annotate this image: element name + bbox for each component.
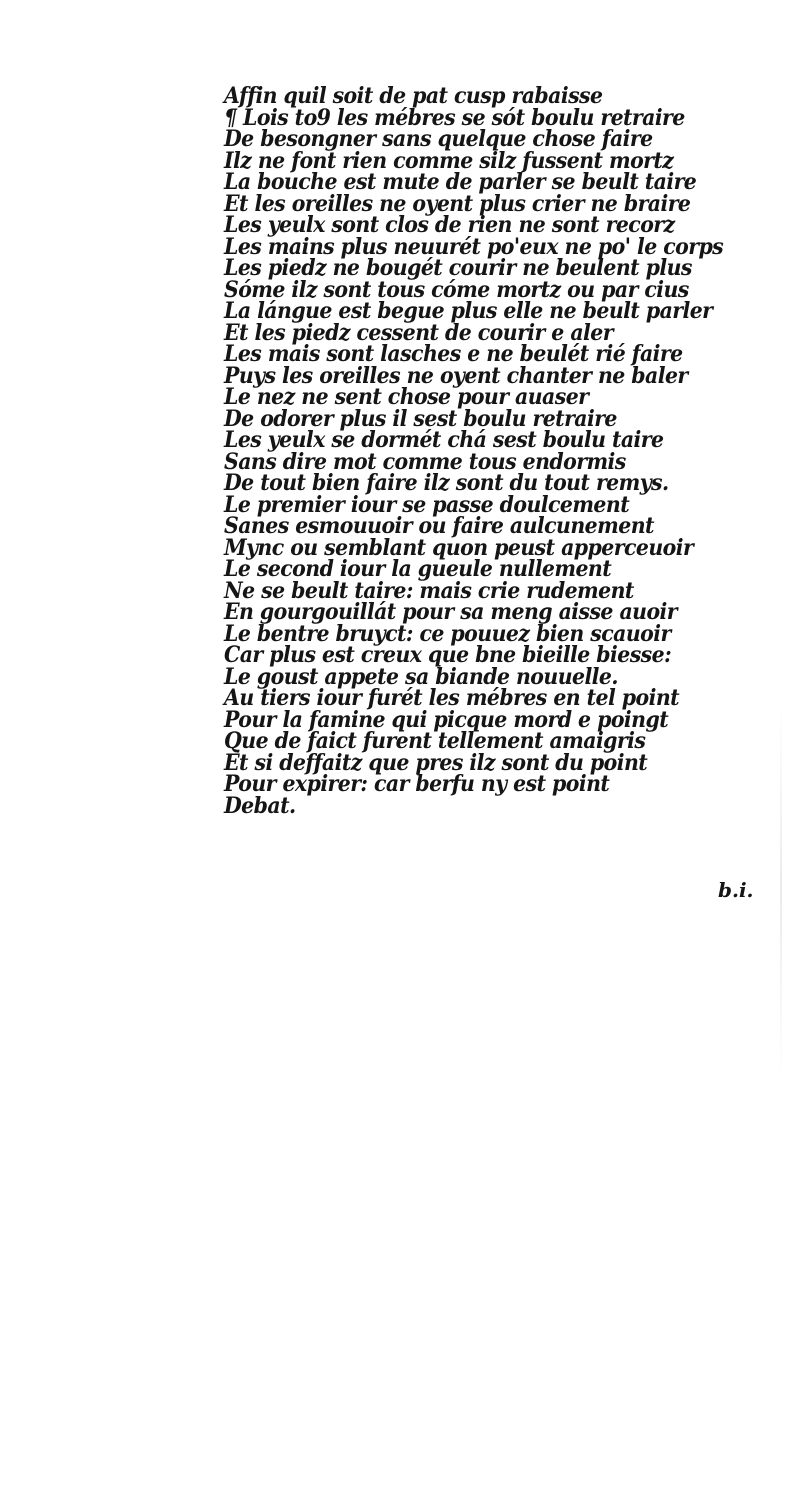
text-line: Car plus est creux que bne bieille biesse: [224, 642, 672, 668]
text-line: Les yeulx sont clos de rien ne sont recorz [224, 212, 675, 238]
text-line: De tout bien faire ilz sont du tout remys. [224, 470, 669, 496]
text-line: Sanes esmouuoir ou faire aulcunement [224, 513, 654, 539]
text-line: Le bentre bruyct: ce pouuez bien scauoir [224, 620, 671, 647]
text-line: Sans dire mot comme tous endormis [224, 448, 626, 475]
text-line: La lángue est begue plus elle ne beult parler [224, 298, 713, 324]
text-line: Les piedz ne bougét courir ne beulent plus [224, 255, 692, 281]
text-line: Le second iour la gueule nullement [224, 556, 612, 582]
text-line: Les yeulx se dormét chá sest boulu taire [224, 427, 664, 453]
text-line: Et les piedz cessent de courir e aler [224, 319, 613, 346]
text-line: Pour la famine qui picque mord e poingt [224, 706, 669, 733]
text-line: Sóme ilz sont tous cóme mortz ou par cius [224, 276, 689, 303]
text-line: Les mais sont lasches e ne beulét rié faire [224, 341, 683, 367]
text-line: Mync ou semblant quon peust apperceuoir [224, 534, 694, 561]
text-line: Ilz ne font rien comme silz fussent mortz [224, 147, 674, 174]
text-line: En gourgouillát pour sa meng aisse auoir [224, 599, 677, 625]
text-line: Et les oreilles ne oyent plus crier ne braire [224, 190, 691, 217]
text-line: ¶ Lois to9 les mébres se sót boulu retraire [224, 104, 685, 131]
text-line: Pour expirer: car berfu ny est point [224, 771, 610, 797]
text-line: Puys les oreilles ne oyent chanter ne baler [224, 362, 688, 389]
poem-text [224, 83, 744, 819]
text-line: Que de faict furent tellement amaigris [224, 728, 646, 754]
text-line: De besongner sans quelque chose faire [224, 126, 653, 152]
text-line: Debat. [224, 792, 296, 819]
text-line: Le nez ne sent chose pour auaser [224, 384, 589, 410]
text-line: De odorer plus il sest boulu retraire [224, 405, 617, 432]
text-line: Les mains plus neuurét po'eux ne po' le corps [224, 233, 724, 260]
text-line: Au tiers iour furét les mébres en tel point [224, 685, 680, 711]
text-line: Ne se beult taire: mais crie rudement [224, 577, 634, 604]
text-line: Et si deffaitz que pres ilz sont du point [224, 749, 648, 776]
text-line: La bouche est mute de parler se beult taire [224, 169, 697, 195]
page-fold-shadow [780, 700, 782, 1080]
signature-mark: b.i. [718, 878, 754, 902]
text-line: Le premier iour se passe doulcement [224, 491, 630, 518]
text-line: Le goust appete sa biande nouuelle. [224, 663, 618, 690]
text-line: Affin quil soit de pat cusp rabaisse [224, 83, 603, 109]
